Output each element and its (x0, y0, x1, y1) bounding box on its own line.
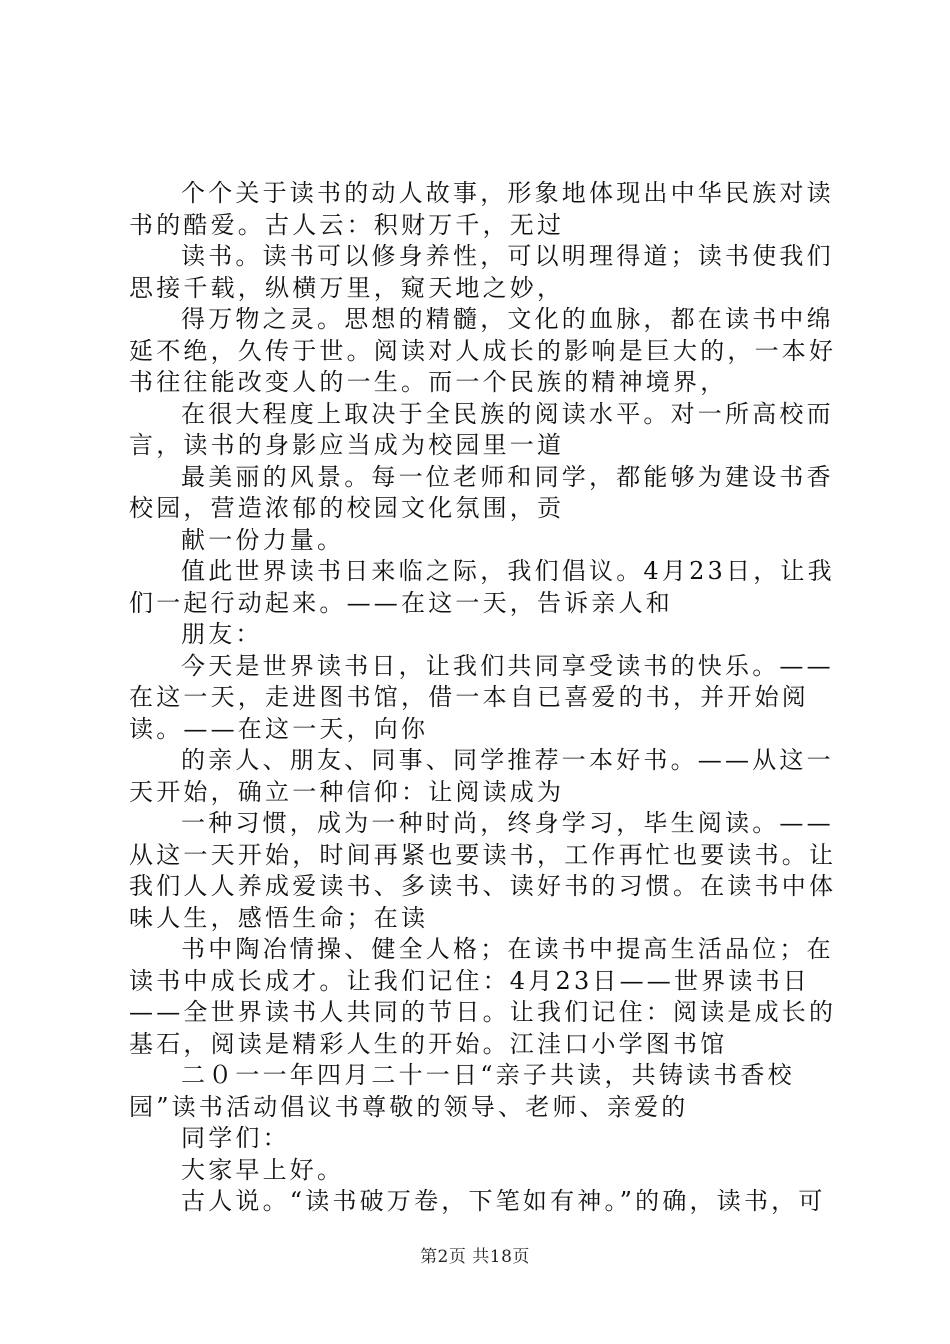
paragraph: 今天是世界读书日，让我们共同享受读书的快乐。——在这一天，走进图书馆，借一本自已喜爱的书，并开始阅读。——在这一天，向你 (129, 651, 834, 743)
paragraph: 读书。读书可以修身养性，可以明理得道；读书使我们思接千载，纵横万里，窥天地之妙， (129, 242, 834, 302)
paragraph: 个个关于读书的动人故事，形象地体现出中华民族对读书的酷爱。古人云：积财万千，无过 (129, 179, 834, 239)
paragraph: 古人说。“读书破万卷，下笔如有神。”的确，读书，可 (181, 1187, 826, 1215)
paragraph: 值此世界读书日来临之际，我们倡议。4月23日，让我们一起行动起来。——在这一天，告诉亲人和 (129, 557, 835, 617)
paragraph: 二０一一年四月二十一日“亲子共读，共铸读书香校园”读书活动倡议书尊敬的领导、老师、亲爱的 (129, 1061, 795, 1121)
paragraph: 同学们： (181, 1124, 290, 1152)
paragraph: 在很大程度上取决于全民族的阅读水平。对一所高校而言，读书的身影应当成为校园里一道 (129, 399, 834, 459)
paragraph: 献一份力量。 (181, 525, 345, 554)
paragraph: 最美丽的风景。每一位老师和同学，都能够为建设书香校园，营造浓郁的校园文化氛围，贡 (129, 462, 834, 522)
page-number-footer: 第2页 共18页 (420, 1247, 530, 1267)
paragraph: 的亲人、朋友、同事、同学推荐一本好书。——从这一天开始，确立一种信仰：让阅读成为 (129, 746, 834, 806)
body-text (129, 178, 839, 1218)
paragraph: 朋友： (181, 620, 263, 648)
paragraph: 大家早上好。 (181, 1155, 345, 1184)
paragraph: 一种习惯，成为一种时尚，终身学习，毕生阅读。——从这一天开始，时间再紧也要读书，工作再忙也要读书。让我们人人养成爱读书、多读书、读好书的习惯。在读书中体味人生，感悟生命；在读 (129, 809, 837, 932)
paragraph: 得万物之灵。思想的精髓，文化的血脉，都在读书中绵延不绝，久传于世。阅读对人成长的影响是巨大的，一本好书往往能改变人的一生。而一个民族的精神境界， (129, 305, 837, 396)
paragraph: 书中陶冶情操、健全人格；在读书中提高生活品位；在读书中成长成才。让我们记住：4月23日——世界读书日——全世界读书人共同的节日。让我们记住：阅读是成长的基石，阅读是精彩人生的开始。江洼口小学图书馆 (129, 935, 837, 1058)
